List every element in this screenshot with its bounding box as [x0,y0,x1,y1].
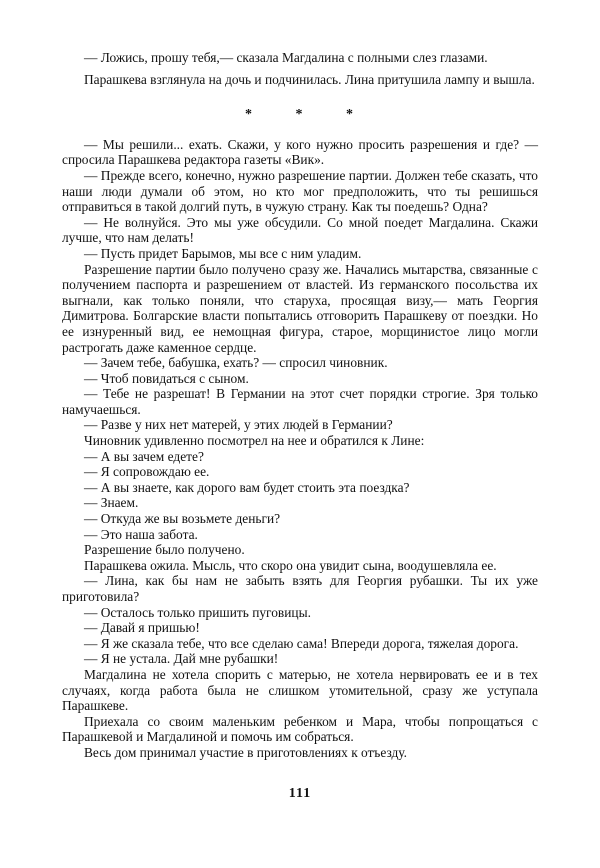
paragraph: — Не волнуйся. Это мы уже обсудили. Со мной поедет Магдалина. Скажи лучше, что нам делать! [62,214,538,246]
paragraph: Магдалина не хотела спорить с матерью, не хотела нервировать ее и в тех случаях, когда работа была не слишком утомительной, сразу же уступала Парашкеве. [62,666,538,714]
paragraph: — Ложись, прошу тебя,— сказала Магдалина с полными слез глазами. [84,50,488,65]
paragraph: — Это наша забота. [84,526,198,542]
paragraph: — Знаем. [84,495,139,511]
paragraph: Парашкева ожила. Мысль, что скоро она увидит сына, воодушевляла ее. [84,557,497,573]
paragraph: Парашкева взглянула на дочь и подчинилась. Лина притушила лампу и вышла. [84,71,535,87]
paragraph: Разрешение партии было получено сразу же. Начались мытарства, связанные с получением паспорта и разрешением от властей. Из германского посольства их выгнали, как только поняли, что старуха, просящая визу,— мать Георгия Димитрова. Болгарские власти попытались отговорить Парашкеву от поездки. Но ее изнуренный вид, ее немощная фигура, старое, морщинистое лицо могли растрогать даже каменное сердце. [62,261,538,355]
paragraph: — Лина, как бы нам не забыть взять для Георгия рубашки. Ты их уже приготовила? [62,573,538,604]
paragraph: — Прежде всего, конечно, нужно разрешение партии. Должен тебе сказать, что наши люди думали об этом, но кто мог предположить, что ты решишься отправиться в такой долгий путь, в чужую страну. Как ты поедешь? Одна? [62,167,538,215]
paragraph: — А вы знаете, как дорого вам будет стоить эта поездка? [84,479,410,495]
paragraph: — А вы зачем едете? [84,448,204,464]
paragraph: Весь дом принимал участие в приготовлениях к отъезду. [84,744,408,760]
paragraph: — Пусть придет Барымов, мы все с ним уладим. [84,245,362,261]
paragraph: — Мы решили... ехать. Скажи, у кого нужно просить разрешения и где? — спросила Парашкева редактора газеты «Вик». [62,136,538,168]
paragraph: — Чтоб повидаться с сыном. [84,370,249,386]
paragraph: — Давай я пришью! [84,620,200,636]
paragraph: Разрешение было получено. [84,542,245,558]
paragraph: — Тебе не разрешат! В Германии на этот счет порядки строгие. Зря только намучаешься. [62,386,538,417]
paragraph: — Разве у них нет матерей, у этих людей в Германии? [84,417,393,433]
paragraph: — Я же сказала тебе, что все сделаю сама! Впереди дорога, тяжелая дорога. [84,635,519,651]
paragraph: — Я не устала. Дай мне рубашки! [84,651,279,667]
paragraph: Приехала со своим маленьким ребенком и Мара, чтобы попрощаться с Парашкевой и Магдалиной и помочь им собраться. [62,713,538,745]
paragraph: — Я сопровождаю ее. [84,464,210,480]
paragraph: — Зачем тебе, бабушка, ехать? — спросил чиновник. [84,355,388,371]
page-number: 111 [288,786,312,801]
paragraph: — Осталось только пришить пуговицы. [84,604,311,620]
section-separator: * * * [245,107,373,123]
paragraph: — Откуда же вы возьмете деньги? [84,511,281,527]
paragraph: Чиновник удивленно посмотрел на нее и обратился к Лине: [84,433,425,449]
page-text [62,50,538,761]
